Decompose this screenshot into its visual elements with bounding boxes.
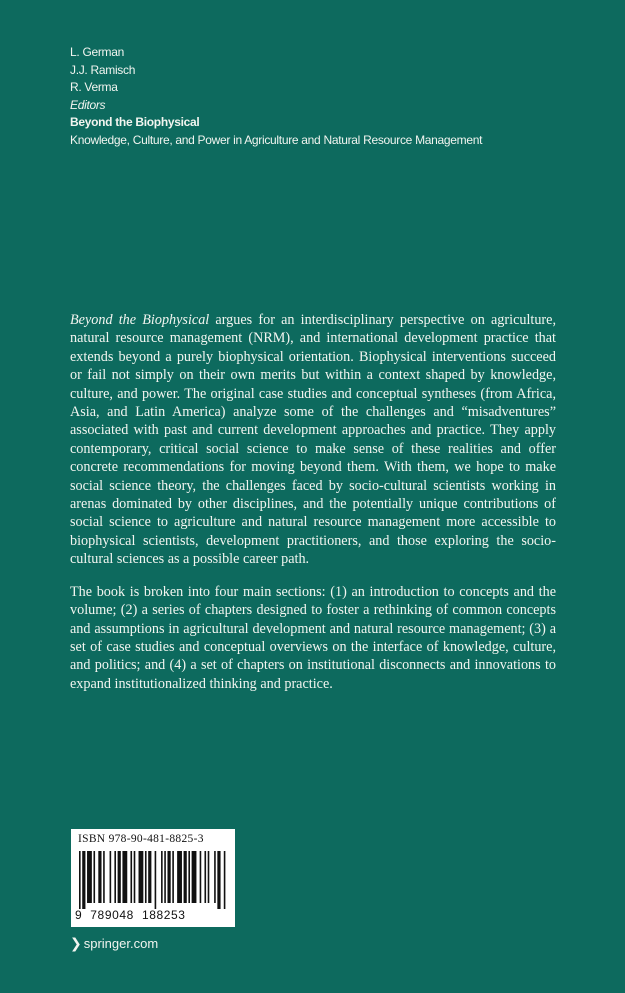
barcode-bar — [110, 851, 112, 903]
barcode-bar — [217, 851, 220, 909]
website-text: springer.com — [83, 936, 159, 951]
isbn-barcode — [71, 829, 235, 927]
barcode-bar — [145, 851, 147, 903]
barcode-bar — [118, 851, 121, 903]
barcode-bar — [161, 851, 163, 903]
ean-left-group: 789048 — [90, 908, 134, 922]
barcode-bar — [139, 851, 144, 903]
barcode-bar — [79, 851, 81, 909]
description-title-italic: Beyond the Biophysical — [70, 312, 210, 328]
barcode-bar — [188, 851, 190, 903]
barcode-bar — [122, 851, 127, 903]
barcode-bar — [192, 851, 197, 903]
barcode-icon — [79, 851, 227, 909]
barcode-bar — [167, 851, 170, 903]
barcode-bar — [200, 851, 202, 903]
barcode-bar — [134, 851, 136, 903]
editor-name: R. Verma — [70, 80, 118, 95]
description-paragraph-2: The book is broken into four main sections: (1) an introduction to concepts and the volume; (2) a series of chapters designed to foster a rethinking of common concepts and assumptions in agricultural development and natural resource management; (3) a set of case studies and conceptual overviews on the interface of knowledge, culture, and politics; and (4) a set of chapters on institutional disconnects and innovations to expand institutionalized thinking and practice. — [70, 583, 556, 692]
barcode-bar — [98, 851, 101, 903]
editor-name: J.J. Ramisch — [70, 62, 136, 77]
editor-name: L. German — [70, 45, 124, 59]
description-paragraph-1 — [70, 311, 556, 569]
barcode-bar — [177, 851, 182, 903]
barcode-bar — [224, 851, 226, 909]
barcode-bar — [155, 851, 157, 909]
book-title: Beyond the Biophysical — [70, 115, 200, 130]
ean-first-digit: 9 — [75, 908, 83, 922]
barcode-bar — [204, 851, 206, 903]
barcode-bar — [114, 851, 116, 903]
book-subtitle: Knowledge, Culture, and Power in Agriculture and Natural Resource Management — [70, 132, 483, 147]
barcode-bar — [93, 851, 95, 903]
isbn-label: ISBN 978-90-481-8825-3 — [78, 833, 204, 845]
barcode-bar — [214, 851, 216, 903]
chevron-right-icon: ❯ — [70, 935, 82, 951]
description-paragraph-1-text: argues for an interdisciplinary perspective on agriculture, natural resource management (NRM), and international development practice that extends beyond a purely biophysical orientation. Biophysical interventions succeed or fail not simply on their own merits but within a context shaped by knowledge, culture, and power. The original case studies and conceptual syntheses (from Africa, Asia, and Latin America) analyze some of the challenges and “misadventures” associated with past and current development approaches and practice. They apply contemporary, critical social science to make sense of these realities and offer concrete recommendations for moving beyond them. With them, we hope to make social science theory, the challenges faced by socio-cultural scientists working in arenas dominated by other disciplines, and the potentially unique contributions of social science to agriculture and natural resource management more accessible to biophysical scientists, development practitioners, and those exploring the socio-cultural sciences as a possible career path. — [70, 312, 557, 568]
barcode-bar — [130, 851, 132, 903]
book-description — [70, 311, 556, 707]
barcode-bar — [172, 851, 174, 903]
barcode-bar — [103, 851, 105, 903]
editors-role-label: Editors — [70, 97, 106, 112]
barcode-bar — [82, 851, 85, 909]
publisher-website[interactable] — [70, 935, 158, 952]
ean-right-group: 188253 — [141, 908, 186, 922]
barcode-bar — [164, 851, 166, 903]
barcode-bar — [184, 851, 187, 903]
barcode-bar — [208, 851, 210, 903]
barcode-bar — [148, 851, 151, 903]
editors-block — [70, 44, 482, 150]
ean-digits — [75, 908, 231, 922]
barcode-bar — [87, 851, 92, 903]
